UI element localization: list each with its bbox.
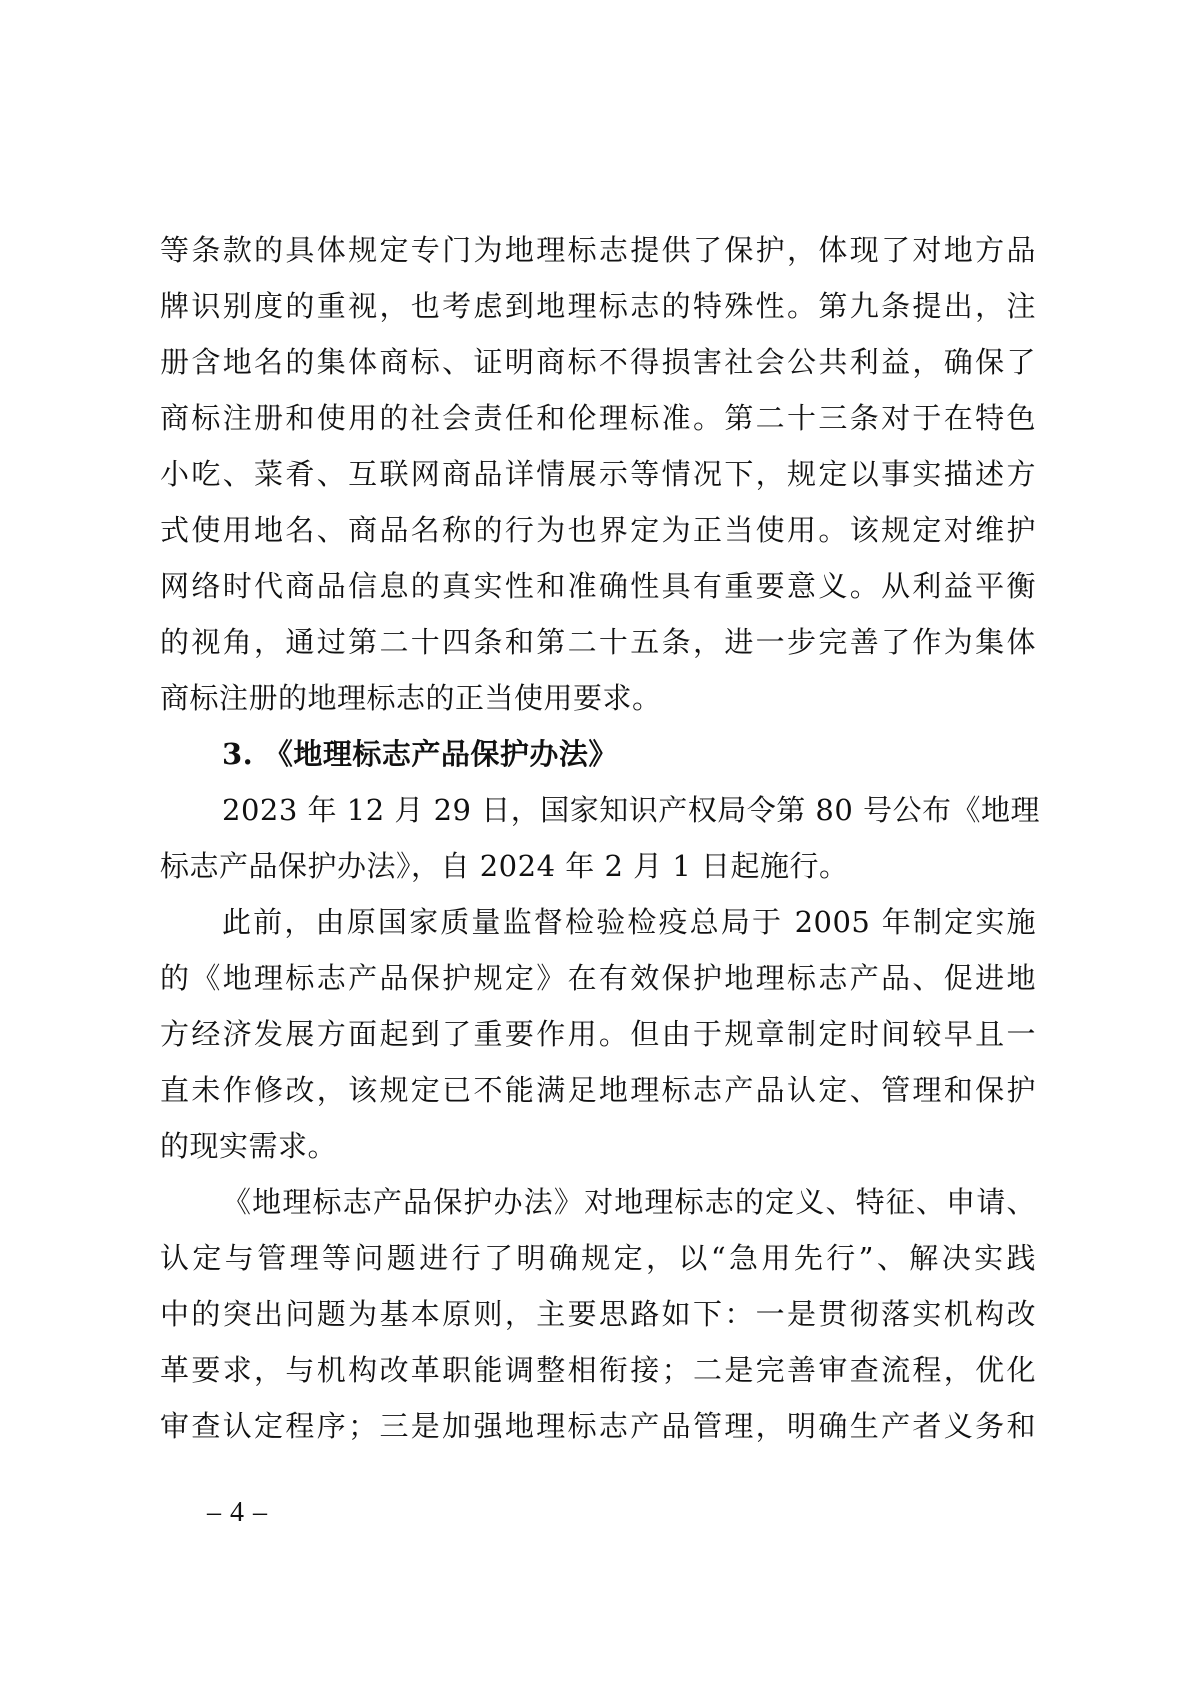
text-line: 认定与管理等问题进行了明确规定，以“急用先行”、解决实践 bbox=[160, 1241, 1036, 1275]
text-line: 商标注册的地理标志的正当使用要求。 bbox=[160, 681, 662, 715]
text-line: 的现实需求。 bbox=[160, 1129, 338, 1163]
text-line: 2023 年 12 月 29 日，国家知识产权局令第 80 号公布《地理 bbox=[222, 793, 1041, 827]
section-heading: 3. 《地理标志产品保护办法》 bbox=[222, 737, 618, 771]
text-line: 的《地理标志产品保护规定》在有效保护地理标志产品、促进地 bbox=[160, 961, 1036, 995]
text-line: 等条款的具体规定专门为地理标志提供了保护，体现了对地方品 bbox=[160, 233, 1036, 267]
text-line: 式使用地名、商品名称的行为也界定为正当使用。该规定对维护 bbox=[160, 513, 1036, 547]
text-line: 革要求，与机构改革职能调整相衔接；二是完善审查流程，优化 bbox=[160, 1353, 1036, 1387]
page-number: – 4 – bbox=[207, 1497, 268, 1528]
text-line: 直未作修改，该规定已不能满足地理标志产品认定、管理和保护 bbox=[160, 1073, 1036, 1107]
text-line: 方经济发展方面起到了重要作用。但由于规章制定时间较早且一 bbox=[160, 1017, 1036, 1051]
text-line: 网络时代商品信息的真实性和准确性具有重要意义。从利益平衡 bbox=[160, 569, 1036, 603]
text-line: 标志产品保护办法》，自 2024 年 2 月 1 日起施行。 bbox=[160, 849, 849, 883]
text-line: 中的突出问题为基本原则，主要思路如下：一是贯彻落实机构改 bbox=[160, 1297, 1036, 1331]
text-line: 牌识别度的重视，也考虑到地理标志的特殊性。第九条提出，注 bbox=[160, 289, 1036, 323]
text-line: 商标注册和使用的社会责任和伦理标准。第二十三条对于在特色 bbox=[160, 401, 1036, 435]
body-text bbox=[160, 222, 1041, 1454]
text-line: 册含地名的集体商标、证明商标不得损害社会公共利益，确保了 bbox=[160, 345, 1036, 379]
text-line: 审查认定程序；三是加强地理标志产品管理，明确生产者义务和 bbox=[160, 1409, 1036, 1443]
text-line: 《地理标志产品保护办法》对地理标志的定义、特征、申请、 bbox=[222, 1185, 1036, 1219]
text-line: 的视角，通过第二十四条和第二十五条，进一步完善了作为集体 bbox=[160, 625, 1036, 659]
text-line: 小吃、菜肴、互联网商品详情展示等情况下，规定以事实描述方 bbox=[160, 457, 1036, 491]
text-line: 此前，由原国家质量监督检验检疫总局于 2005 年制定实施 bbox=[222, 905, 1036, 939]
